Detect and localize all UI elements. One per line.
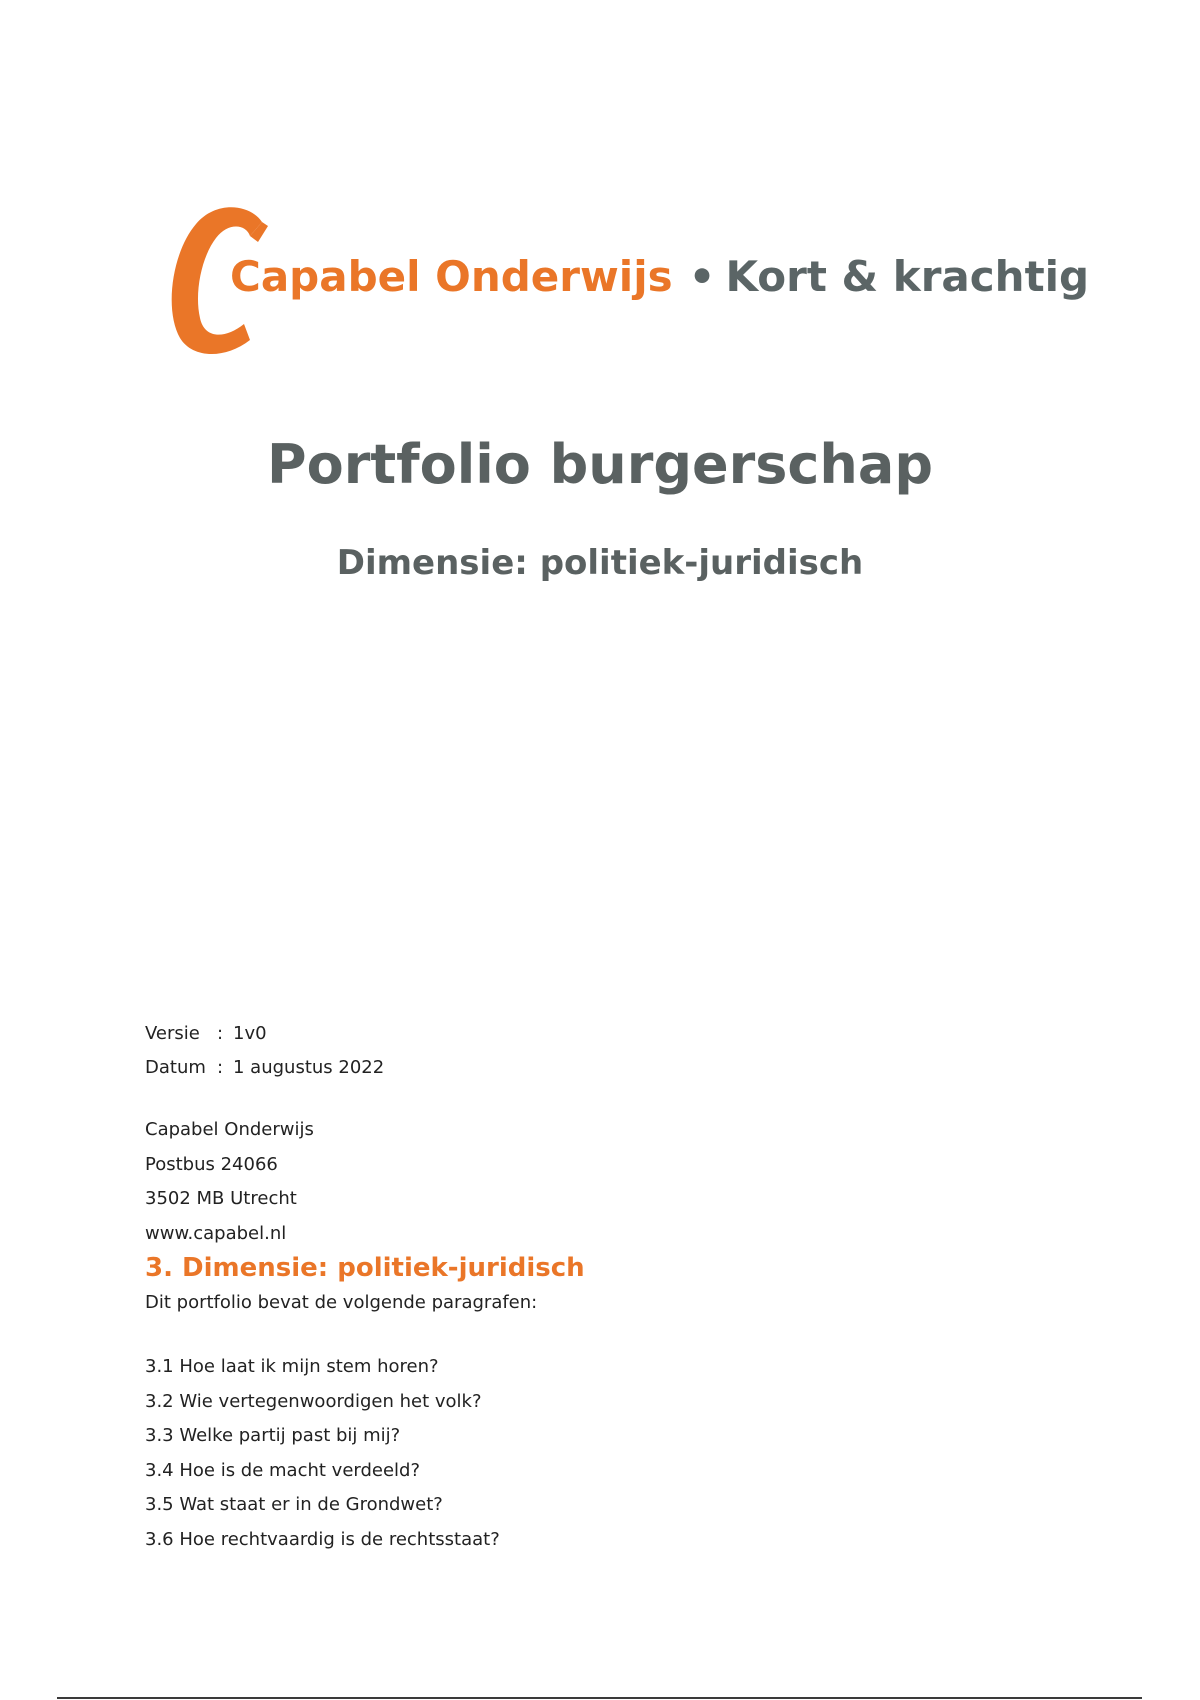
version-separator: :: [217, 1023, 224, 1044]
logo-brand-text: Capabel Onderwijs: [230, 252, 673, 301]
bottom-divider: [57, 1697, 1142, 1699]
date-label: Datum: [145, 1057, 206, 1078]
document-meta: [145, 1017, 384, 1085]
list-item: 3.3 Welke partij past bij mij?: [145, 1425, 401, 1447]
logo-wordmark: [230, 252, 1089, 301]
date-row: [145, 1051, 384, 1085]
list-item: 3.1 Hoe laat ik mijn stem horen?: [145, 1356, 439, 1377]
address-line-postbox: Postbus 24066: [145, 1153, 278, 1175]
date-value: 1 augustus 2022: [233, 1057, 385, 1078]
address-line-organization: Capabel Onderwijs: [145, 1119, 314, 1140]
section-heading: 3. Dimensie: politiek-juridisch: [145, 1253, 585, 1283]
date-separator: :: [217, 1057, 224, 1078]
section-intro: Dit portfolio bevat de volgende paragrafen:: [145, 1292, 538, 1313]
version-value: 1v0: [233, 1023, 267, 1044]
list-item: 3.2 Wie vertegenwoordigen het volk?: [145, 1390, 482, 1412]
page-subtitle: Dimensie: politiek-juridisch: [336, 543, 864, 583]
page-title: Portfolio burgerschap: [267, 433, 933, 496]
capabel-logo: [158, 200, 1090, 360]
list-item: 3.4 Hoe is de macht verdeeld?: [145, 1459, 421, 1481]
version-label: Versie: [145, 1023, 200, 1044]
list-item: 3.5 Wat staat er in de Grondwet?: [145, 1494, 443, 1516]
logo-tagline: Kort & krachtig: [725, 252, 1090, 301]
list-item: 3.6 Hoe rechtvaardig is de rechtsstaat?: [145, 1528, 500, 1550]
logo-separator: •: [688, 252, 716, 301]
address-block: [145, 1113, 314, 1251]
address-line-city: 3502 MB Utrecht: [145, 1188, 297, 1209]
paragraph-list: [145, 1350, 500, 1558]
version-row: [145, 1017, 384, 1051]
address-line-website: www.capabel.nl: [145, 1222, 287, 1244]
